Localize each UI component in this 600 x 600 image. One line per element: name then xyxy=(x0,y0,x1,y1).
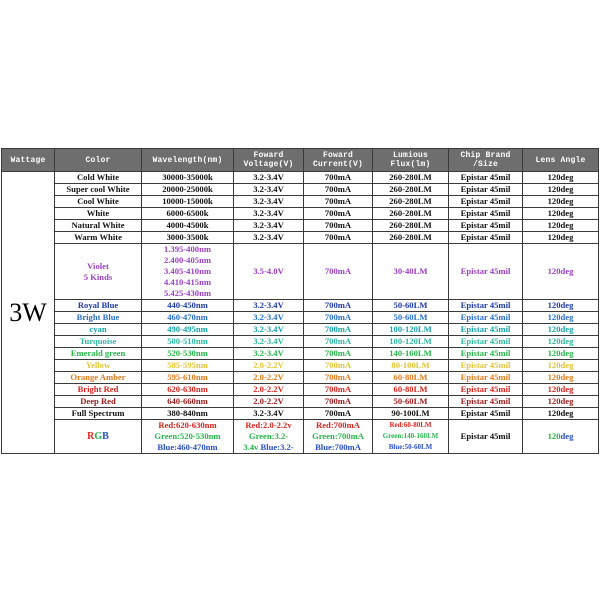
rgb-v-green2: 3.4v xyxy=(243,442,259,452)
wavelength-cell xyxy=(142,244,234,300)
rgb-v-red: Red:2.0-2.2v xyxy=(245,420,292,430)
table-row xyxy=(2,348,599,360)
current-cell: 700mA xyxy=(304,372,373,384)
color-cell: Yellow xyxy=(55,360,142,372)
current-cell: 700mA xyxy=(304,312,373,324)
color-cell: Super cool White xyxy=(55,184,142,196)
current-cell: 700mA xyxy=(304,348,373,360)
table-row xyxy=(2,220,599,232)
angle-cell: 120deg xyxy=(523,208,599,220)
chip-cell: Epistar 45mil xyxy=(449,324,523,336)
header-wattage: Wattage xyxy=(2,149,55,172)
current-cell: 700mA xyxy=(304,336,373,348)
current-cell: 700mA xyxy=(304,172,373,184)
table-row xyxy=(2,300,599,312)
violet-wavelength: 5.425-430nm xyxy=(163,288,212,298)
voltage-cell: 3.2-3.4V xyxy=(234,172,304,184)
current-cell: 700mA xyxy=(304,244,373,300)
chip-cell: Epistar 45mil xyxy=(449,408,523,420)
rgb-wl-green: Green:520-530nm xyxy=(154,431,221,441)
current-cell: 700mA xyxy=(304,360,373,372)
chip-cell: Epistar 45mil xyxy=(449,244,523,300)
color-cell: Cold White xyxy=(55,172,142,184)
table-row xyxy=(2,196,599,208)
rgb-wl-red: Red:620-630nm xyxy=(158,420,217,430)
flux-cell: 100-120LM xyxy=(373,324,449,336)
color-cell: Turquoise xyxy=(55,336,142,348)
wattage-cell: 3W xyxy=(2,172,55,454)
wavelength-cell: 440-450nm xyxy=(142,300,234,312)
angle-cell: 120deg xyxy=(523,172,599,184)
voltage-cell: 3.2-3.4V xyxy=(234,324,304,336)
voltage-cell xyxy=(234,420,304,454)
rgb-f-red: Red:60-80LM xyxy=(389,421,432,429)
wavelength-cell: 3000-3500k xyxy=(142,232,234,244)
table-row xyxy=(2,336,599,348)
voltage-cell: 3.2-3.4V xyxy=(234,184,304,196)
color-cell: Natural White xyxy=(55,220,142,232)
violet-wavelength: 3.405-410nm xyxy=(163,266,212,276)
flux-cell: 260-280LM xyxy=(373,172,449,184)
voltage-cell: 3.2-3.4V xyxy=(234,408,304,420)
wavelength-cell: 620-630nm xyxy=(142,384,234,396)
voltage-cell: 3.2-3.4V xyxy=(234,300,304,312)
table-row xyxy=(2,172,599,184)
table-row xyxy=(2,208,599,220)
rgb-c-blue: Blue:700mA xyxy=(315,442,361,452)
wavelength-cell: 595-610nm xyxy=(142,372,234,384)
flux-cell: 50-60LM xyxy=(373,396,449,408)
angle-cell: 120deg xyxy=(523,324,599,336)
table-row xyxy=(2,324,599,336)
chip-cell: Epistar 45mil xyxy=(449,420,523,454)
table-row xyxy=(2,408,599,420)
current-cell: 700mA xyxy=(304,208,373,220)
wavelength-cell xyxy=(142,420,234,454)
wavelength-cell: 460-470nm xyxy=(142,312,234,324)
chip-cell: Epistar 45mil xyxy=(449,396,523,408)
angle-cell: 120deg xyxy=(523,384,599,396)
angle-cell: 120deg xyxy=(523,312,599,324)
header-angle: Lens Angle xyxy=(523,149,599,172)
angle-cell: 120deg xyxy=(523,336,599,348)
angle-cell xyxy=(523,420,599,454)
current-cell: 700mA xyxy=(304,220,373,232)
flux-cell: 100-120LM xyxy=(373,336,449,348)
wavelength-cell: 585-595nm xyxy=(142,360,234,372)
voltage-cell: 3.2-3.4V xyxy=(234,220,304,232)
color-cell: Emerald green xyxy=(55,348,142,360)
flux-cell: 60-80LM xyxy=(373,384,449,396)
angle-cell: 120deg xyxy=(523,184,599,196)
wavelength-cell: 20000-25000k xyxy=(142,184,234,196)
wavelength-cell: 4000-4500k xyxy=(142,220,234,232)
color-cell: White xyxy=(55,208,142,220)
chip-cell: Epistar 45mil xyxy=(449,172,523,184)
table-row xyxy=(2,184,599,196)
color-cell: Bright Blue xyxy=(55,312,142,324)
rgb-angle-num: 120 xyxy=(547,431,561,441)
angle-cell: 120deg xyxy=(523,196,599,208)
wavelength-cell: 640-660nm xyxy=(142,396,234,408)
current-cell: 700mA xyxy=(304,324,373,336)
wavelength-cell: 520-530nm xyxy=(142,348,234,360)
current-cell: 700mA xyxy=(304,184,373,196)
rgb-b: B xyxy=(102,431,109,442)
flux-cell: 90-100LM xyxy=(373,408,449,420)
color-cell: Bright Red xyxy=(55,384,142,396)
rgb-wl-blue: Blue:460-470nm xyxy=(157,442,218,452)
color-cell xyxy=(55,244,142,300)
angle-cell: 120deg xyxy=(523,348,599,360)
flux-cell: 260-280LM xyxy=(373,184,449,196)
header-row xyxy=(2,149,599,172)
color-cell: Warm White xyxy=(55,232,142,244)
header-voltage: Foward Voltage(V) xyxy=(234,149,304,172)
angle-cell: 120deg xyxy=(523,220,599,232)
color-cell: Full Spectrum xyxy=(55,408,142,420)
rgb-v-green: Green:3.2- xyxy=(248,431,289,441)
chip-cell: Epistar 45mil xyxy=(449,300,523,312)
table-row xyxy=(2,312,599,324)
current-cell: 700mA xyxy=(304,384,373,396)
chip-cell: Epistar 45mil xyxy=(449,336,523,348)
voltage-cell: 2.0-2.2V xyxy=(234,372,304,384)
flux-cell: 50-60LM xyxy=(373,300,449,312)
rgb-v-blue: Blue:3.2- xyxy=(260,442,294,452)
flux-cell xyxy=(373,420,449,454)
color-cell: Royal Blue xyxy=(55,300,142,312)
table-row xyxy=(2,384,599,396)
color-cell: Cool White xyxy=(55,196,142,208)
chip-cell: Epistar 45mil xyxy=(449,384,523,396)
current-cell: 700mA xyxy=(304,300,373,312)
header-flux: Lumious Flux(lm) xyxy=(373,149,449,172)
voltage-cell: 3.2-3.4V xyxy=(234,348,304,360)
angle-cell: 120deg xyxy=(523,372,599,384)
voltage-cell: 3.2-3.4V xyxy=(234,336,304,348)
rgb-f-green: Green:140-160LM xyxy=(382,432,439,440)
voltage-cell: 3.5-4.0V xyxy=(234,244,304,300)
table-header xyxy=(2,149,599,172)
flux-cell: 260-280LM xyxy=(373,232,449,244)
wavelength-cell: 10000-15000k xyxy=(142,196,234,208)
chip-cell: Epistar 45mil xyxy=(449,208,523,220)
flux-cell: 260-280LM xyxy=(373,196,449,208)
voltage-cell: 3.2-3.4V xyxy=(234,312,304,324)
chip-cell: Epistar 45mil xyxy=(449,348,523,360)
chip-cell: Epistar 45mil xyxy=(449,220,523,232)
header-current: Foward Current(V) xyxy=(304,149,373,172)
rgb-angle-unit: deg xyxy=(560,431,574,441)
angle-cell: 120deg xyxy=(523,360,599,372)
header-chip: Chip Brand /Size xyxy=(449,149,523,172)
color-cell: Deep Red xyxy=(55,396,142,408)
color-cell: Orange Amber xyxy=(55,372,142,384)
flux-cell: 80-100LM xyxy=(373,360,449,372)
violet-label: Violet xyxy=(87,260,109,271)
voltage-cell: 3.2-3.4V xyxy=(234,232,304,244)
chip-cell: Epistar 45mil xyxy=(449,372,523,384)
rgb-g: G xyxy=(94,431,103,442)
color-cell: cyan xyxy=(55,324,142,336)
wavelength-cell: 6000-6500k xyxy=(142,208,234,220)
violet-kinds: 5 Kinds xyxy=(83,271,113,282)
angle-cell: 120deg xyxy=(523,232,599,244)
violet-wavelength: 1.395-400nm xyxy=(163,244,212,254)
chip-cell: Epistar 45mil xyxy=(449,360,523,372)
voltage-cell: 2.0-2.2V xyxy=(234,396,304,408)
rgb-c-red: Red:700mA xyxy=(316,420,360,430)
table-row-violet xyxy=(2,244,599,300)
flux-cell: 140-160LM xyxy=(373,348,449,360)
table-row xyxy=(2,396,599,408)
flux-cell: 30-40LM xyxy=(373,244,449,300)
wavelength-cell: 500-510nm xyxy=(142,336,234,348)
angle-cell: 120deg xyxy=(523,244,599,300)
chip-cell: Epistar 45mil xyxy=(449,232,523,244)
table-body xyxy=(2,172,599,454)
flux-cell: 50-60LM xyxy=(373,312,449,324)
rgb-r: R xyxy=(87,431,95,442)
current-cell: 700mA xyxy=(304,408,373,420)
voltage-cell: 3.2-3.4V xyxy=(234,196,304,208)
current-cell: 700mA xyxy=(304,396,373,408)
header-wavelength: Wavelength(nm) xyxy=(142,149,234,172)
wavelength-cell: 380-840nm xyxy=(142,408,234,420)
rgb-c-green: Green:700mA xyxy=(312,431,364,441)
table-row xyxy=(2,232,599,244)
current-cell xyxy=(304,420,373,454)
chip-cell: Epistar 45mil xyxy=(449,312,523,324)
chip-cell: Epistar 45mil xyxy=(449,196,523,208)
rgb-v-line3 xyxy=(235,442,302,453)
angle-cell: 120deg xyxy=(523,396,599,408)
angle-cell: 120deg xyxy=(523,300,599,312)
violet-wavelength: 2.400-405nm xyxy=(163,255,212,265)
chip-cell: Epistar 45mil xyxy=(449,184,523,196)
angle-cell: 120deg xyxy=(523,408,599,420)
flux-cell: 60-80LM xyxy=(373,372,449,384)
voltage-cell: 2.0-2.2V xyxy=(234,360,304,372)
rgb-f-blue: Blue:50-60LM xyxy=(388,443,433,451)
current-cell: 700mA xyxy=(304,232,373,244)
voltage-cell: 2.0-2.2V xyxy=(234,384,304,396)
current-cell: 700mA xyxy=(304,196,373,208)
voltage-cell: 3.2-3.4V xyxy=(234,208,304,220)
led-spec-table xyxy=(1,148,599,454)
table-row-rgb xyxy=(2,420,599,454)
wavelength-cell: 30000-35000k xyxy=(142,172,234,184)
color-cell xyxy=(55,420,142,454)
violet-wavelength: 4.410-415nm xyxy=(163,277,212,287)
table-row xyxy=(2,360,599,372)
wavelength-cell: 490-495nm xyxy=(142,324,234,336)
table-row xyxy=(2,372,599,384)
header-color: Color xyxy=(55,149,142,172)
flux-cell: 260-280LM xyxy=(373,220,449,232)
flux-cell: 260-280LM xyxy=(373,208,449,220)
